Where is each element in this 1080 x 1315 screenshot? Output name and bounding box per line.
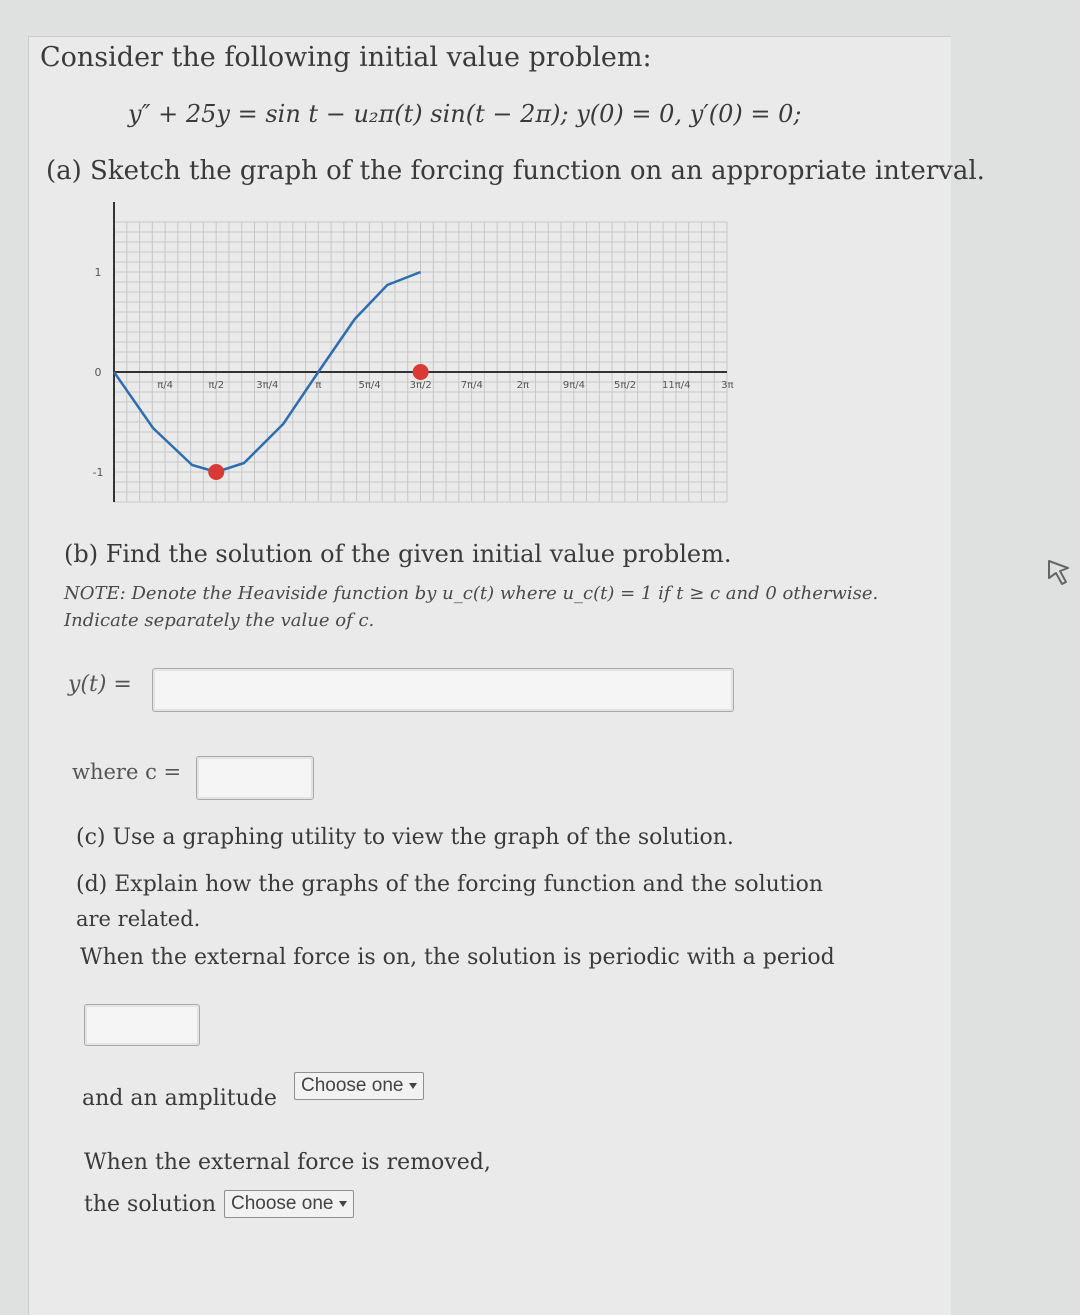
part-c-text: (c) Use a graphing utility to view the graph of the solution. bbox=[76, 825, 734, 850]
problem-equation: y″ + 25y = sin t − u₂π(t) sin(t − 2π); y(0) = 0, y′(0) = 0; bbox=[128, 100, 802, 128]
x-tick-label: 5π/4 bbox=[358, 380, 381, 391]
heaviside-note: NOTE: Denote the Heaviside function by u_c(t) where u_c(t) = 1 if t ≥ c and 0 otherwise. bbox=[64, 583, 879, 604]
amplitude-select-value: Choose one bbox=[301, 1075, 404, 1096]
amplitude-label: and an amplitude bbox=[82, 1086, 277, 1111]
c-answer-label: where c = bbox=[72, 760, 182, 784]
x-tick-label: 7π/4 bbox=[460, 380, 483, 391]
x-tick-label: 3π/4 bbox=[256, 380, 279, 391]
y-tick-label: -1 bbox=[92, 466, 104, 479]
problem-intro: Consider the following initial value problem: bbox=[40, 42, 652, 73]
part-a-text: (a) Sketch the graph of the forcing function on an appropriate interval. bbox=[46, 156, 985, 186]
marked-point bbox=[208, 464, 224, 480]
heaviside-note-2: Indicate separately the value of c. bbox=[64, 610, 375, 631]
part-b-text: (b) Find the solution of the given initial value problem. bbox=[64, 540, 732, 568]
period-input[interactable] bbox=[84, 1004, 200, 1046]
force-on-text: When the external force is on, the solution is periodic with a period bbox=[80, 945, 835, 970]
solution-label: the solution bbox=[84, 1192, 217, 1217]
solution-select[interactable] bbox=[224, 1190, 354, 1218]
marked-point bbox=[413, 364, 429, 380]
x-tick-label: 3π/2 bbox=[409, 380, 432, 391]
x-tick-label: 11π/4 bbox=[661, 380, 691, 391]
part-d-text: (d) Explain how the graphs of the forcing function and the solution bbox=[76, 872, 824, 897]
y-answer-label: y(t) = bbox=[68, 672, 132, 697]
y-tick-label: 0 bbox=[94, 366, 102, 379]
x-tick-label: π bbox=[315, 380, 322, 391]
x-tick-label: 9π/4 bbox=[562, 380, 586, 391]
x-tick-label: 5π/2 bbox=[614, 380, 637, 391]
amplitude-select[interactable] bbox=[294, 1072, 424, 1100]
graph-grid bbox=[114, 222, 727, 502]
x-tick-label: 2π bbox=[516, 380, 530, 391]
force-off-text: When the external force is removed, bbox=[84, 1150, 491, 1175]
x-tick-label: π/4 bbox=[157, 380, 173, 391]
forcing-function-graph bbox=[92, 202, 732, 512]
chevron-down-icon bbox=[409, 1083, 417, 1089]
y-answer-input[interactable] bbox=[152, 668, 734, 712]
chevron-down-icon bbox=[339, 1201, 347, 1207]
mouse-cursor-icon bbox=[1046, 558, 1072, 586]
part-d-text-2: are related. bbox=[76, 907, 201, 931]
x-tick-label: π/2 bbox=[208, 380, 225, 391]
c-answer-input[interactable] bbox=[196, 756, 314, 800]
solution-select-value: Choose one bbox=[231, 1193, 334, 1214]
x-tick-label: 3π bbox=[721, 380, 734, 391]
y-tick-label: 1 bbox=[94, 266, 102, 279]
